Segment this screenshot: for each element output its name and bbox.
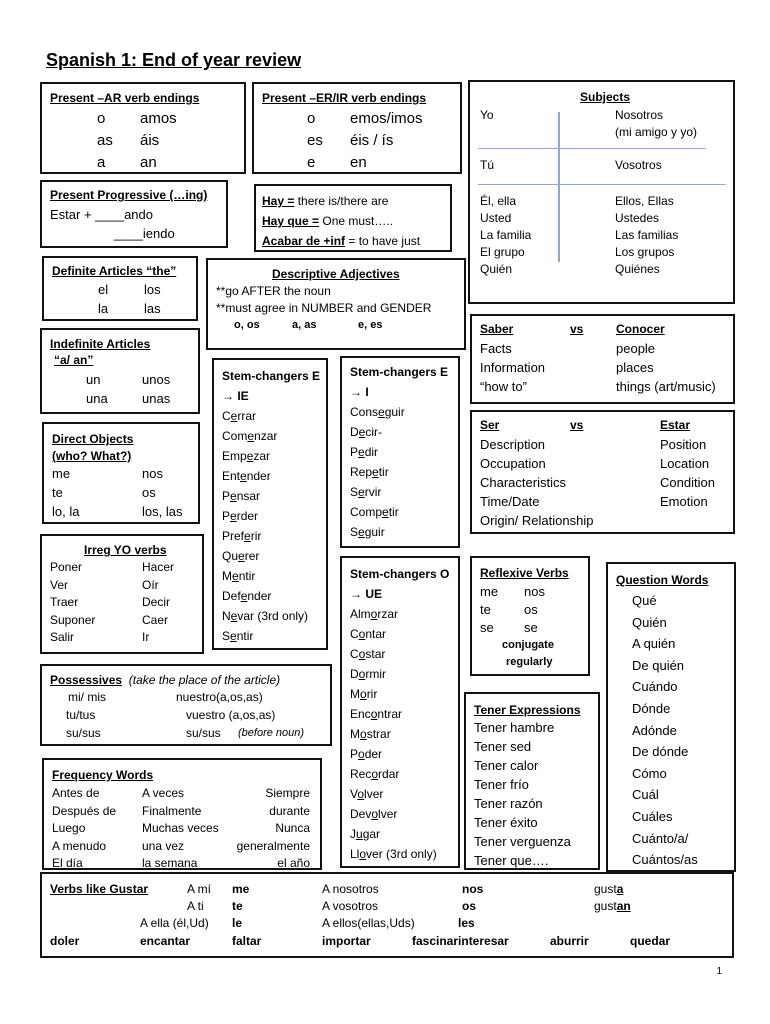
stem-verb: Comenzar	[222, 429, 278, 443]
er-ir-endings-box	[252, 82, 462, 174]
frequency-word: el año	[277, 856, 310, 870]
subject-singular: Quién	[480, 262, 513, 276]
er-ir-ending: emos/imos	[350, 110, 423, 127]
ser-estar-box	[470, 410, 735, 534]
subject-singular: La familia	[480, 228, 532, 242]
question-word: Cuánto/a/	[632, 830, 689, 846]
ser-use: Origin/ Relationship	[480, 513, 594, 528]
estar-use: Condition	[660, 475, 715, 490]
question-word: Quién	[632, 614, 667, 630]
subject-plural: Nosotros	[615, 108, 664, 122]
subjects-horizontal-line	[478, 148, 706, 149]
stem-verb: Jugar	[350, 827, 381, 841]
subject-plural: Ustedes	[615, 211, 660, 225]
possessive: su/sus	[186, 726, 221, 740]
er-ir-ending: es	[307, 132, 323, 149]
definite-heading: Definite Articles “the”	[52, 264, 177, 278]
indefinite-articles-box	[40, 328, 200, 414]
hay-que-line: Hay que = One must…..	[262, 214, 394, 228]
ser-vs: vs	[570, 418, 584, 432]
er-ir-ending: éis / ís	[350, 132, 394, 149]
hay-box	[254, 184, 452, 252]
gustar-form: gusta	[594, 882, 624, 896]
adjective-ending: e, es	[358, 319, 383, 331]
stem-verb: Recordar	[350, 767, 400, 781]
stem-e-i-arrow: → I	[350, 385, 369, 399]
direct-object: os	[142, 485, 156, 500]
article: un	[86, 372, 101, 387]
stem-e-ie-heading: Stem-changers E	[222, 369, 321, 383]
article: los	[144, 282, 161, 297]
gustar-verb: faltar	[232, 934, 262, 948]
article: unas	[142, 391, 171, 406]
irreg-verb: Caer	[142, 612, 169, 627]
subject-singular: El grupo	[480, 245, 525, 259]
question-word: De dónde	[632, 744, 689, 760]
question-words-box	[606, 562, 736, 872]
estar-use: Location	[660, 456, 710, 471]
subject-singular: Yo	[480, 108, 494, 122]
question-word: Qué	[632, 593, 657, 608]
reflexive-pronoun: me	[480, 584, 499, 599]
stem-verb: Seguir	[350, 525, 385, 539]
frequency-word: una vez	[142, 838, 185, 853]
ar-ending: áis	[140, 132, 160, 149]
acabar-line: Acabar de +inf = to have just	[262, 234, 421, 248]
stem-verb: Poder	[350, 747, 383, 761]
irreg-verb: Decir	[142, 595, 171, 609]
possessive: mi/ mis	[68, 690, 106, 704]
gustar-verb: quedar	[630, 934, 671, 948]
subject-singular: Tú	[480, 158, 495, 172]
stem-verb: Pensar	[222, 489, 261, 503]
er-ir-heading: Present –ER/IR verb endings	[262, 91, 427, 105]
tener-expression: Tener sed	[474, 739, 532, 754]
adjectives-rule: **must agree in NUMBER and GENDER	[216, 301, 432, 315]
frequency-word: la semana	[142, 856, 198, 870]
irreg-verb: Ver	[50, 577, 69, 592]
stem-verb: Cerrar	[222, 409, 257, 423]
ar-ending: an	[140, 154, 157, 171]
stem-verb: Dormir	[350, 667, 387, 681]
stem-verb: Mentir	[222, 569, 256, 583]
stem-verb: Sentir	[222, 629, 254, 643]
gustar-form: gustan	[594, 899, 631, 913]
gustar-indirect: A ella (él,Ud)	[140, 916, 209, 930]
subject-plural: Los grupos	[615, 245, 675, 259]
gustar-verb: encantar	[140, 934, 191, 948]
gustar-pronoun: les	[458, 916, 475, 930]
question-word: Cuántos/as	[632, 852, 698, 868]
conocer-heading: Conocer	[616, 322, 665, 336]
indefinite-heading: Indefinite Articles	[50, 337, 151, 351]
ar-ending: a	[97, 154, 106, 171]
subjects-box	[468, 80, 735, 304]
stem-verb: Pedir	[350, 445, 379, 459]
stem-o-ue-box	[340, 556, 460, 868]
saber-use: Facts	[480, 341, 512, 356]
tener-expression: Tener calor	[474, 758, 539, 773]
tener-expression: Tener que….	[474, 853, 549, 868]
stem-verb: Repetir	[350, 465, 389, 479]
saber-use: “how to”	[480, 379, 527, 394]
stem-verb: Llover (3rd only)	[350, 847, 437, 861]
possessive: tu/tus	[66, 708, 96, 722]
stem-e-i-box	[340, 356, 460, 548]
gustar-indirect: A ti	[187, 899, 204, 913]
gustar-verb: doler	[50, 934, 80, 948]
stem-verb: Entender	[222, 469, 271, 483]
conocer-use: people	[616, 341, 656, 356]
stem-e-ie-box	[212, 358, 328, 650]
reflexive-note: conjugate	[502, 639, 554, 651]
subject-singular: Usted	[480, 211, 512, 225]
frequency-word: Luego	[52, 821, 86, 835]
tener-heading: Tener Expressions	[474, 703, 581, 717]
possessive: nuestro(a,os,as)	[176, 690, 263, 704]
stem-verb: Nevar (3rd only)	[222, 609, 309, 623]
saber-heading: Saber	[480, 322, 514, 336]
stem-verb: Defender	[222, 589, 272, 603]
gustar-pronoun: nos	[462, 882, 484, 896]
reflexive-pronoun: nos	[524, 584, 545, 599]
reflexive-box	[470, 556, 590, 676]
irreg-verb: Ir	[142, 630, 150, 644]
tener-expression: Tener hambre	[474, 720, 555, 735]
frequency-word: Finalmente	[142, 803, 202, 818]
gustar-heading: Verbs like Gustar	[50, 882, 149, 896]
stem-verb: Competir	[350, 505, 399, 519]
frequency-word: Antes de	[52, 786, 100, 800]
tener-expression: Tener razón	[474, 796, 543, 811]
direct-objects-box	[42, 422, 200, 524]
subject-singular: Él, ella	[480, 194, 517, 208]
irreg-yo-heading: Irreg YO verbs	[84, 543, 167, 557]
stem-verb: Preferir	[222, 529, 262, 543]
reflexive-pronoun: te	[480, 602, 491, 617]
estar-use: Position	[660, 437, 707, 452]
saber-vs: vs	[570, 322, 584, 336]
gustar-verb: importar	[322, 934, 371, 948]
conocer-use: things (art/music)	[616, 379, 716, 394]
conocer-use: places	[616, 360, 654, 375]
progressive-heading: Present Progressive (…ing)	[50, 188, 208, 202]
direct-object: te	[52, 485, 63, 500]
ar-ending: amos	[140, 110, 177, 127]
gustar-verb: fascinarinteresar	[412, 934, 509, 948]
question-word: A quién	[632, 636, 676, 652]
frequency-word: A menudo	[52, 838, 107, 853]
irreg-verb: Poner	[50, 560, 83, 574]
adjectives-rule: **go AFTER the noun	[216, 284, 331, 298]
article: una	[86, 391, 108, 406]
frequency-heading: Frequency Words	[52, 768, 154, 782]
er-ir-ending: e	[307, 154, 316, 171]
subject-plural: Ellos, Ellas	[615, 194, 674, 208]
tener-expression: Tener frío	[474, 777, 529, 792]
ser-use: Occupation	[480, 456, 546, 471]
stem-verb: Costar	[350, 647, 386, 661]
ser-use: Characteristics	[480, 475, 566, 490]
irreg-verb: Oír	[142, 577, 159, 592]
tener-expression: Tener verguenza	[474, 834, 571, 849]
stem-verb: Morir	[350, 687, 378, 701]
stem-verb: Decir-	[350, 425, 383, 439]
irreg-verb: Hacer	[142, 560, 175, 574]
definite-articles-box	[42, 256, 198, 321]
stem-e-i-heading: Stem-changers E	[350, 365, 449, 379]
article: el	[98, 282, 109, 297]
direct-object: lo, la	[52, 504, 80, 519]
saber-conocer-box	[470, 314, 735, 404]
subject-plural: Quiénes	[615, 262, 660, 276]
stem-verb: Conseguir	[350, 405, 405, 419]
stem-verb: Almorzar	[350, 607, 399, 621]
possessives-heading: Possessives (take the place of the article)	[50, 673, 281, 687]
page-title: Spanish 1: End of year review	[46, 50, 302, 70]
gustar-box	[40, 872, 734, 958]
gustar-indirect: A ellos(ellas,Uds)	[322, 916, 415, 930]
question-word: Cuál	[632, 787, 659, 803]
frequency-word: Nunca	[275, 821, 310, 835]
question-word: De quién	[632, 657, 685, 673]
article: las	[144, 301, 161, 316]
page-number: 1	[716, 966, 722, 977]
ar-ending: as	[97, 132, 113, 149]
possessives-before-note: (before noun)	[238, 727, 305, 739]
reflexive-pronoun: os	[524, 602, 538, 617]
question-word: Cómo	[632, 765, 667, 781]
gustar-pronoun: me	[232, 882, 250, 896]
subjects-vertical-line	[558, 112, 560, 262]
progressive-line: Estar + ____ando	[50, 207, 153, 222]
estar-use: Emotion	[660, 494, 708, 509]
reflexive-heading: Reflexive Verbs	[480, 566, 569, 580]
gustar-pronoun: te	[232, 899, 243, 913]
tener-expressions-box	[464, 692, 600, 870]
reflexive-pronoun: se	[480, 620, 494, 635]
hay-line: Hay = there is/there are	[262, 194, 389, 208]
stem-verb: Volver	[350, 787, 384, 801]
stem-verb: Servir	[350, 485, 382, 499]
question-word: Dónde	[632, 701, 671, 716]
stem-verb: Contar	[350, 627, 387, 641]
gustar-pronoun: os	[462, 899, 477, 913]
adjective-ending: o, os	[234, 319, 260, 331]
progressive-box	[40, 180, 228, 248]
irreg-verb: Traer	[50, 595, 79, 609]
frequency-word: Después de	[52, 803, 117, 818]
frequency-word: Muchas veces	[142, 821, 219, 835]
stem-verb: Mostrar	[350, 727, 391, 741]
tener-expression: Tener éxito	[474, 815, 538, 830]
ar-ending: o	[97, 110, 106, 127]
reflexive-note: regularly	[506, 656, 553, 668]
adjectives-heading: Descriptive Adjectives	[272, 267, 400, 281]
adjective-ending: a, as	[292, 319, 317, 331]
ser-heading: Ser	[480, 418, 500, 432]
question-word: Cuándo	[632, 679, 678, 695]
frequency-word: Siempre	[265, 786, 310, 800]
subjects-heading: Subjects	[580, 90, 631, 104]
gustar-pronoun: le	[232, 916, 243, 930]
direct-objects-heading: Direct Objects	[52, 432, 134, 446]
er-ir-ending: o	[307, 110, 316, 127]
gustar-indirect: A mí	[187, 882, 212, 896]
ser-use: Description	[480, 437, 546, 452]
ser-use: Time/Date	[480, 494, 540, 509]
frequency-word: A veces	[142, 786, 185, 800]
article: la	[98, 301, 109, 316]
stem-verb: Querer	[222, 549, 260, 563]
question-word: Adónde	[632, 722, 677, 738]
adjectives-box	[206, 258, 466, 350]
direct-objects-heading-sub: (who? What?)	[52, 449, 132, 463]
frequency-word: durante	[269, 803, 310, 818]
irreg-yo-box	[40, 534, 204, 654]
subject-plural: Vosotros	[615, 158, 662, 172]
question-word: Cuáles	[632, 809, 673, 824]
ar-endings-box	[40, 82, 246, 174]
irreg-verb: Suponer	[50, 612, 96, 627]
ar-heading: Present –AR verb endings	[50, 91, 200, 105]
direct-object: me	[52, 466, 71, 481]
irreg-verb: Salir	[50, 630, 75, 644]
frequency-words-box	[42, 758, 322, 870]
reflexive-pronoun: se	[524, 620, 538, 635]
estar-heading: Estar	[660, 418, 691, 432]
er-ir-ending: en	[350, 154, 367, 171]
stem-o-ue-arrow: → UE	[350, 587, 383, 601]
article: unos	[142, 372, 171, 387]
direct-object: nos	[142, 466, 163, 481]
subjects-horizontal-line	[478, 184, 726, 185]
stem-verb: Encontrar	[350, 707, 403, 721]
possessives-box	[40, 664, 332, 746]
possessive: vuestro (a,os,as)	[186, 708, 276, 722]
direct-object: los, las	[142, 504, 183, 519]
stem-e-ie-arrow: → IE	[222, 389, 249, 403]
stem-verb: Perder	[222, 509, 259, 523]
gustar-indirect: A vosotros	[322, 899, 379, 913]
stem-o-ue-heading: Stem-changers O	[350, 567, 450, 581]
gustar-indirect: A nosotros	[322, 882, 379, 896]
subject-plural: (mi amigo y yo)	[615, 125, 698, 139]
progressive-line: ____iendo	[114, 226, 175, 241]
gustar-verb: aburrir	[550, 934, 589, 948]
possessive: su/sus	[66, 726, 101, 740]
frequency-word: El día	[52, 856, 83, 870]
question-words-heading: Question Words	[616, 573, 709, 587]
stem-verb: Empezar	[222, 449, 271, 463]
subject-plural: Las familias	[615, 228, 679, 242]
frequency-word: generalmente	[236, 838, 310, 853]
saber-use: Information	[480, 360, 546, 375]
stem-verb: Devolver	[350, 807, 398, 821]
indefinite-heading-sub: “a/ an”	[54, 353, 94, 367]
